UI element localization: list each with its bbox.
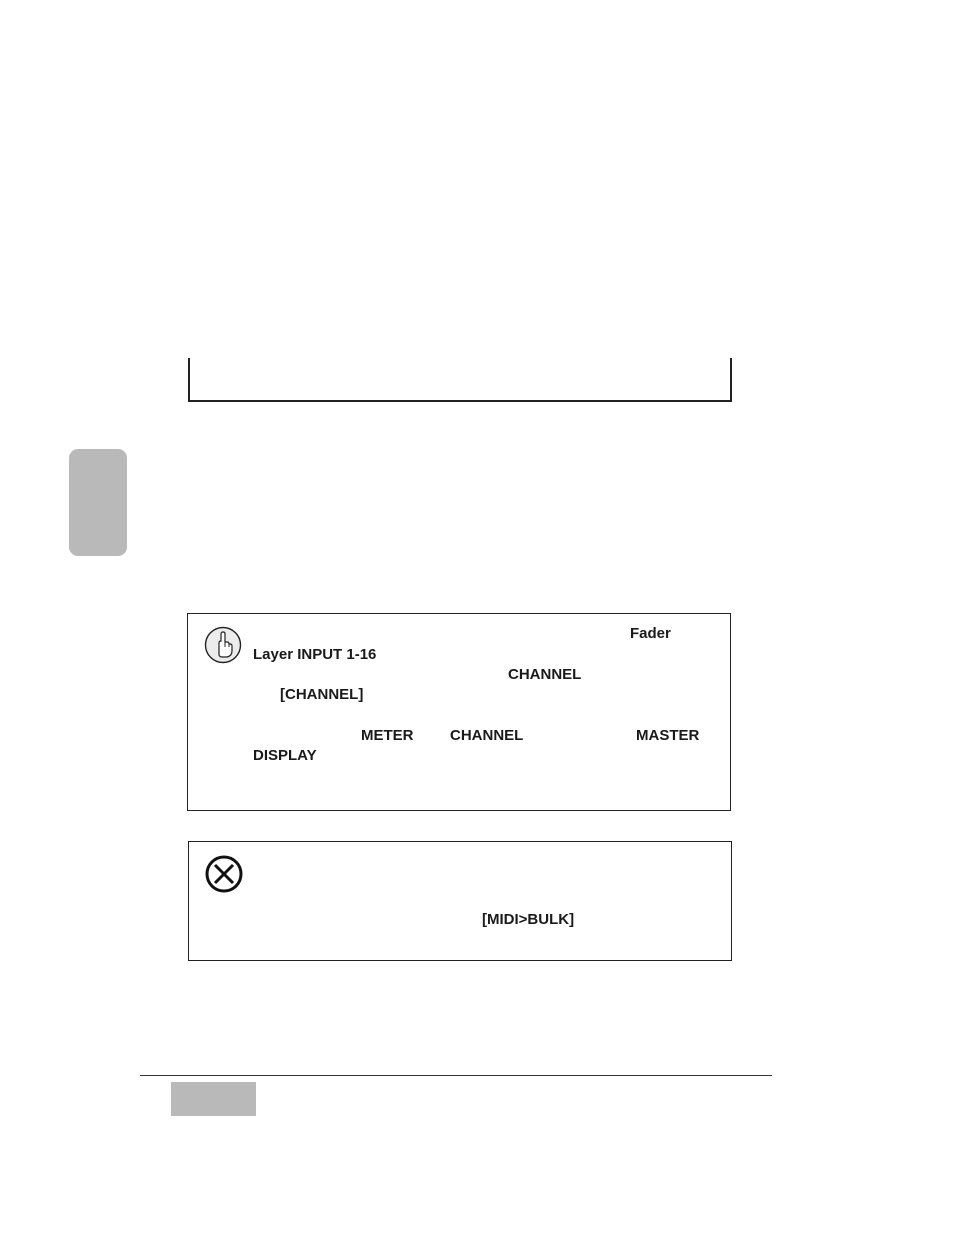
keyword-channel-2: CHANNEL xyxy=(450,727,524,744)
chapter-tab xyxy=(69,449,127,556)
keyword-meter: METER xyxy=(361,727,414,744)
page-number-tab xyxy=(171,1082,256,1116)
warning-box xyxy=(188,841,732,961)
keyword-layer-input: Layer INPUT 1-16 xyxy=(253,646,377,663)
keyword-master: MASTER xyxy=(636,727,700,744)
top-frame xyxy=(188,358,732,402)
note-box xyxy=(187,613,731,811)
footer-rule xyxy=(140,1075,772,1076)
pointing-hand-icon xyxy=(204,626,242,664)
keyword-display: DISPLAY xyxy=(253,747,317,764)
keyword-channel-bracket: [CHANNEL] xyxy=(280,686,364,703)
keyword-midi-bulk: [MIDI>BULK] xyxy=(482,911,575,928)
keyword-fader: Fader xyxy=(630,625,671,642)
keyword-channel: CHANNEL xyxy=(508,666,582,683)
circle-x-icon xyxy=(204,854,244,894)
